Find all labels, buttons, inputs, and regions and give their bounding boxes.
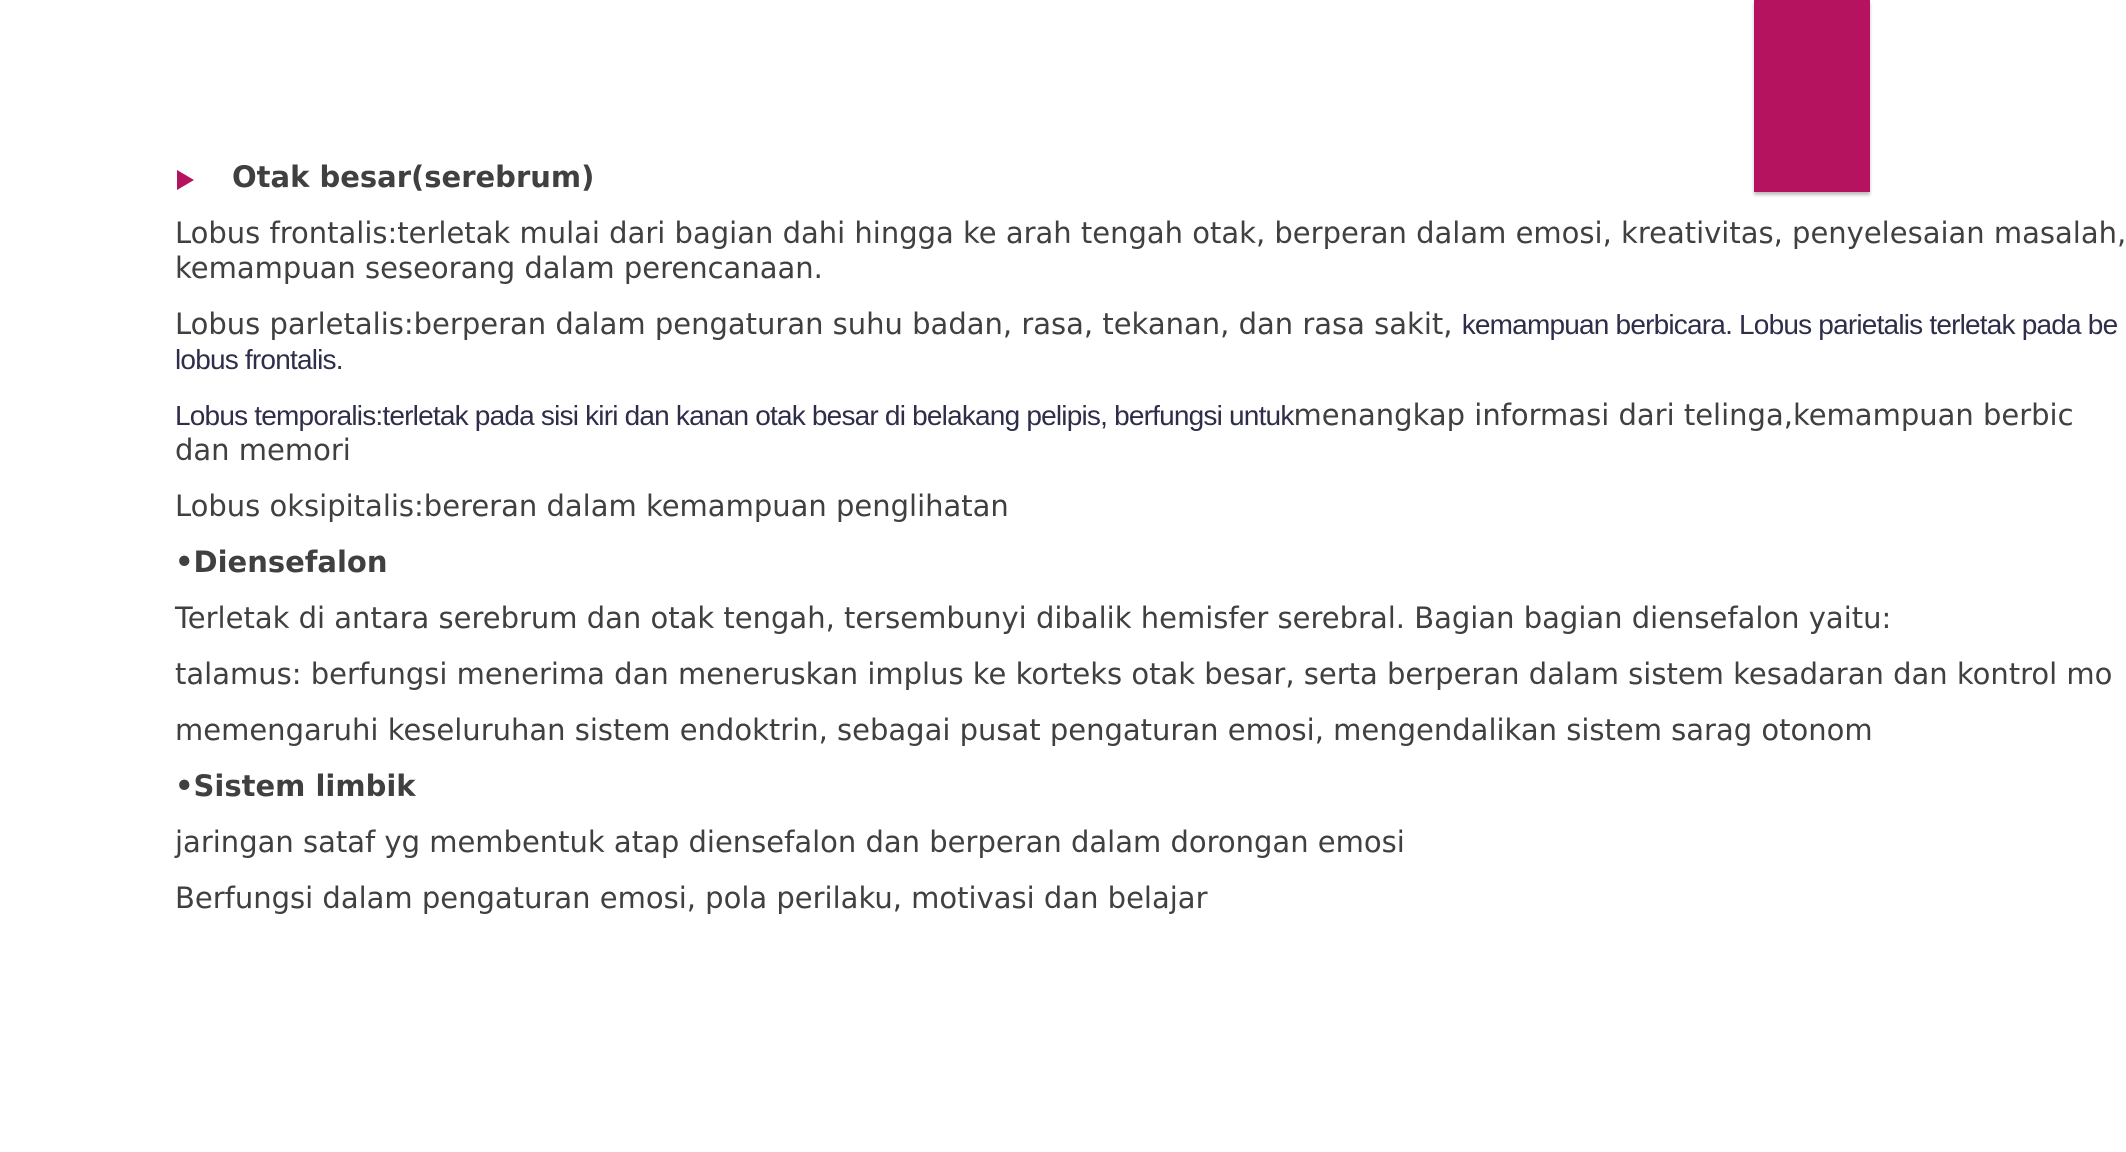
temporal-line-1a: Lobus temporalis:terletak pada sisi kiri dan kanan otak besar di belakang pelipis, berfungsi untuk (175, 400, 1294, 431)
paragraph-diensefalon: Terletak di antara serebrum dan otak tengah, tersembunyi dibalik hemisfer serebral. Bagian bagian diensefalon yaitu: (175, 601, 1892, 635)
parietal-line-1 (175, 307, 2118, 342)
heading-limbik: •Sistem limbik (175, 769, 416, 803)
frontal-line-2: kemampuan seseorang dalam perencanaan. (175, 251, 823, 285)
paragraph-frontal (175, 216, 2126, 286)
paragraph-limbik-1: jaringan sataf yg membentuk atap diensefalon dan berperan dalam dorongan emosi (175, 825, 1405, 859)
parietal-line-2-text: lobus frontalis. (175, 344, 343, 375)
paragraph-temporal (175, 398, 2074, 468)
paragraph-occipital: Lobus oksipitalis:bereran dalam kemampuan penglihatan (175, 489, 1009, 523)
triangle-bullet-icon (177, 170, 194, 190)
temporal-line-1b: menangkap informasi dari telinga,kemampuan berbic (1293, 398, 2074, 432)
paragraph-hipotalamus: memengaruhi keseluruhan sistem endoktrin, sebagai pusat pengaturan emosi, mengendalikan sistem sarag otonom (175, 713, 1873, 747)
temporal-line-1 (175, 398, 2074, 433)
frontal-line-1: Lobus frontalis:terletak mulai dari bagian dahi hingga ke arah tengah otak, berperan dalam emosi, kreativitas, penyelesaian masalah, (175, 216, 2126, 250)
slide-content (175, 160, 2126, 916)
heading-serebrum (175, 160, 2048, 195)
paragraph-parietal (175, 307, 2118, 377)
parietal-line-1a: Lobus parletalis:berperan dalam pengaturan suhu badan, rasa, tekanan, dan rasa sakit, (175, 307, 1462, 341)
heading-serebrum-text: Otak besar(serebrum) (232, 160, 595, 194)
parietal-line-1b: kemampuan berbicara. Lobus parietalis terletak pada be (1461, 309, 2118, 340)
paragraph-limbik-2: Berfungsi dalam pengaturan emosi, pola perilaku, motivasi dan belajar (175, 881, 1208, 915)
temporal-line-2: dan memori (175, 433, 351, 467)
heading-diensefalon: •Diensefalon (175, 545, 388, 579)
parietal-line-2 (175, 342, 2048, 377)
paragraph-talamus: talamus: berfungsi menerima dan meneruskan implus ke korteks otak besar, serta berperan dalam sistem kesadaran dan kontrol mo (175, 657, 2113, 691)
